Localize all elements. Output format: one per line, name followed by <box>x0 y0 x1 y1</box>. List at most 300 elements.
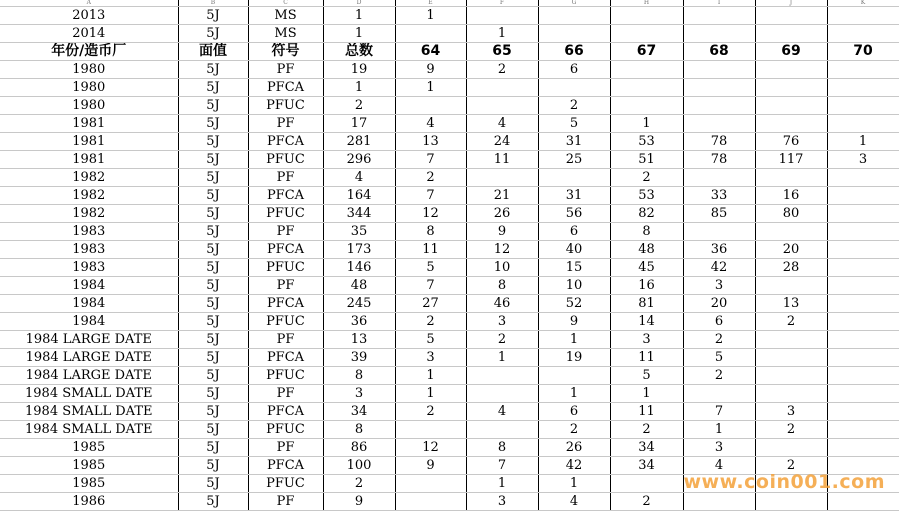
table-cell[interactable]: 5J <box>178 457 248 475</box>
table-cell[interactable]: 2 <box>755 457 827 475</box>
table-cell[interactable]: 13 <box>755 295 827 313</box>
table-cell[interactable]: 1984 SMALL DATE <box>0 403 178 421</box>
table-cell[interactable]: 34 <box>610 457 683 475</box>
table-cell[interactable]: 15 <box>538 259 610 277</box>
table-cell[interactable]: 1984 LARGE DATE <box>0 367 178 385</box>
table-cell[interactable]: 5 <box>683 349 755 367</box>
table-cell[interactable]: 1984 <box>0 295 178 313</box>
table-cell[interactable]: 1981 <box>0 133 178 151</box>
table-cell[interactable]: 8 <box>610 223 683 241</box>
table-cell[interactable] <box>538 169 610 187</box>
table-cell[interactable]: 9 <box>395 61 466 79</box>
table-cell[interactable]: 5J <box>178 205 248 223</box>
table-cell[interactable] <box>755 367 827 385</box>
table-cell[interactable]: 5J <box>178 151 248 169</box>
table-cell[interactable]: 5J <box>178 97 248 115</box>
table-cell[interactable]: 45 <box>610 259 683 277</box>
table-cell[interactable]: 8 <box>466 277 538 295</box>
table-cell[interactable]: 344 <box>323 205 395 223</box>
table-cell[interactable]: 36 <box>323 313 395 331</box>
table-cell[interactable] <box>827 7 899 25</box>
table-cell[interactable] <box>683 79 755 97</box>
table-cell[interactable]: 245 <box>323 295 395 313</box>
table-cell[interactable]: PF <box>248 493 323 511</box>
table-cell[interactable]: 31 <box>538 133 610 151</box>
table-cell[interactable]: 2 <box>683 367 755 385</box>
table-cell[interactable]: 5J <box>178 475 248 493</box>
table-cell[interactable]: 符号 <box>248 43 323 61</box>
table-cell[interactable]: 12 <box>395 439 466 457</box>
table-cell[interactable]: G <box>538 0 610 7</box>
table-cell[interactable]: 5J <box>178 133 248 151</box>
table-cell[interactable]: PFUC <box>248 97 323 115</box>
table-cell[interactable] <box>466 97 538 115</box>
table-cell[interactable]: PFCA <box>248 295 323 313</box>
table-cell[interactable]: 5J <box>178 421 248 439</box>
table-cell[interactable] <box>610 475 683 493</box>
table-cell[interactable] <box>827 97 899 115</box>
table-cell[interactable]: D <box>323 0 395 7</box>
table-cell[interactable]: 46 <box>466 295 538 313</box>
table-cell[interactable]: 1984 LARGE DATE <box>0 331 178 349</box>
table-cell[interactable]: 2 <box>683 331 755 349</box>
table-cell[interactable] <box>610 7 683 25</box>
table-cell[interactable]: PF <box>248 439 323 457</box>
table-cell[interactable] <box>610 25 683 43</box>
table-cell[interactable]: 1986 <box>0 493 178 511</box>
table-cell[interactable] <box>395 475 466 493</box>
table-cell[interactable]: 1 <box>610 115 683 133</box>
table-cell[interactable] <box>827 61 899 79</box>
table-cell[interactable]: 2 <box>323 97 395 115</box>
table-cell[interactable]: 1 <box>323 7 395 25</box>
table-cell[interactable]: 1 <box>827 133 899 151</box>
table-cell[interactable]: 2 <box>395 313 466 331</box>
table-cell[interactable] <box>827 187 899 205</box>
table-cell[interactable] <box>683 223 755 241</box>
table-cell[interactable]: 2 <box>395 169 466 187</box>
table-cell[interactable]: 3 <box>466 493 538 511</box>
table-cell[interactable]: 65 <box>466 43 538 61</box>
table-cell[interactable]: 51 <box>610 151 683 169</box>
table-cell[interactable]: 1984 SMALL DATE <box>0 385 178 403</box>
table-cell[interactable] <box>827 421 899 439</box>
table-cell[interactable]: 64 <box>395 43 466 61</box>
table-cell[interactable]: 总数 <box>323 43 395 61</box>
table-cell[interactable]: PFUC <box>248 367 323 385</box>
table-cell[interactable]: 100 <box>323 457 395 475</box>
table-cell[interactable]: 25 <box>538 151 610 169</box>
table-cell[interactable]: I <box>683 0 755 7</box>
table-cell[interactable] <box>538 79 610 97</box>
table-cell[interactable] <box>827 241 899 259</box>
table-cell[interactable] <box>683 115 755 133</box>
table-cell[interactable] <box>755 7 827 25</box>
table-cell[interactable] <box>827 385 899 403</box>
table-cell[interactable]: A <box>0 0 178 7</box>
table-cell[interactable] <box>755 97 827 115</box>
table-cell[interactable]: 9 <box>538 313 610 331</box>
table-cell[interactable]: 68 <box>683 43 755 61</box>
table-cell[interactable] <box>827 259 899 277</box>
table-cell[interactable] <box>538 7 610 25</box>
table-cell[interactable]: 1 <box>466 475 538 493</box>
table-cell[interactable]: 9 <box>323 493 395 511</box>
table-cell[interactable]: 5J <box>178 313 248 331</box>
table-cell[interactable]: 78 <box>683 151 755 169</box>
table-cell[interactable]: 5J <box>178 25 248 43</box>
table-cell[interactable]: 5 <box>395 331 466 349</box>
table-cell[interactable]: 4 <box>538 493 610 511</box>
table-cell[interactable]: 1984 <box>0 313 178 331</box>
table-cell[interactable] <box>395 97 466 115</box>
table-cell[interactable]: 5J <box>178 241 248 259</box>
table-cell[interactable]: 1980 <box>0 97 178 115</box>
table-cell[interactable]: 117 <box>755 151 827 169</box>
table-cell[interactable]: PFCA <box>248 403 323 421</box>
table-cell[interactable]: 80 <box>755 205 827 223</box>
table-cell[interactable]: 4 <box>395 115 466 133</box>
table-cell[interactable] <box>755 79 827 97</box>
table-cell[interactable]: 6 <box>538 403 610 421</box>
table-cell[interactable]: 1982 <box>0 205 178 223</box>
table-cell[interactable]: 19 <box>323 61 395 79</box>
table-cell[interactable]: 24 <box>466 133 538 151</box>
table-cell[interactable]: MS <box>248 7 323 25</box>
table-cell[interactable]: 85 <box>683 205 755 223</box>
table-cell[interactable]: 17 <box>323 115 395 133</box>
table-cell[interactable]: 281 <box>323 133 395 151</box>
table-cell[interactable]: C <box>248 0 323 7</box>
table-cell[interactable]: 27 <box>395 295 466 313</box>
table-cell[interactable]: PFCA <box>248 187 323 205</box>
table-cell[interactable]: 1 <box>395 385 466 403</box>
table-cell[interactable]: 48 <box>610 241 683 259</box>
table-cell[interactable]: 82 <box>610 205 683 223</box>
table-cell[interactable]: 8 <box>395 223 466 241</box>
table-cell[interactable]: 面值 <box>178 43 248 61</box>
table-cell[interactable]: 81 <box>610 295 683 313</box>
table-cell[interactable]: 7 <box>395 277 466 295</box>
table-cell[interactable]: PF <box>248 169 323 187</box>
table-cell[interactable] <box>466 169 538 187</box>
table-cell[interactable]: 12 <box>395 205 466 223</box>
table-cell[interactable]: PFUC <box>248 151 323 169</box>
table-cell[interactable]: 16 <box>755 187 827 205</box>
table-cell[interactable]: PFCA <box>248 349 323 367</box>
table-cell[interactable] <box>755 169 827 187</box>
table-cell[interactable] <box>538 367 610 385</box>
table-cell[interactable] <box>827 205 899 223</box>
table-cell[interactable]: 3 <box>827 151 899 169</box>
table-cell[interactable]: 1 <box>538 331 610 349</box>
table-cell[interactable]: 33 <box>683 187 755 205</box>
table-cell[interactable]: MS <box>248 25 323 43</box>
table-cell[interactable]: 年份/造币厂 <box>0 43 178 61</box>
table-cell[interactable]: 1 <box>538 385 610 403</box>
table-cell[interactable] <box>466 367 538 385</box>
table-cell[interactable]: 11 <box>466 151 538 169</box>
table-cell[interactable]: 5J <box>178 61 248 79</box>
table-cell[interactable]: K <box>827 0 899 7</box>
table-cell[interactable]: 1983 <box>0 241 178 259</box>
table-cell[interactable]: F <box>466 0 538 7</box>
table-cell[interactable]: 1985 <box>0 439 178 457</box>
table-cell[interactable]: PF <box>248 277 323 295</box>
table-cell[interactable]: PFCA <box>248 133 323 151</box>
table-cell[interactable]: 1 <box>323 79 395 97</box>
table-cell[interactable] <box>827 331 899 349</box>
table-cell[interactable]: 26 <box>466 205 538 223</box>
table-cell[interactable]: 2014 <box>0 25 178 43</box>
table-cell[interactable]: 8 <box>323 421 395 439</box>
table-cell[interactable]: 34 <box>323 403 395 421</box>
table-cell[interactable]: 39 <box>323 349 395 367</box>
table-cell[interactable]: 35 <box>323 223 395 241</box>
table-cell[interactable] <box>755 349 827 367</box>
table-cell[interactable]: 20 <box>683 295 755 313</box>
table-cell[interactable] <box>827 349 899 367</box>
table-cell[interactable] <box>610 97 683 115</box>
table-cell[interactable]: 4 <box>466 403 538 421</box>
table-cell[interactable] <box>610 61 683 79</box>
table-cell[interactable]: 19 <box>538 349 610 367</box>
table-cell[interactable]: 2013 <box>0 7 178 25</box>
table-cell[interactable]: 1983 <box>0 259 178 277</box>
table-cell[interactable]: 1982 <box>0 187 178 205</box>
table-cell[interactable]: 5J <box>178 79 248 97</box>
table-cell[interactable]: 3 <box>323 385 395 403</box>
table-cell[interactable]: 2 <box>323 475 395 493</box>
table-cell[interactable]: PFUC <box>248 259 323 277</box>
table-cell[interactable] <box>538 25 610 43</box>
table-cell[interactable]: 34 <box>610 439 683 457</box>
table-cell[interactable]: 4 <box>683 457 755 475</box>
table-cell[interactable]: PFUC <box>248 205 323 223</box>
table-cell[interactable]: 2 <box>755 421 827 439</box>
table-cell[interactable]: 42 <box>683 259 755 277</box>
table-cell[interactable]: 8 <box>466 439 538 457</box>
table-cell[interactable]: 146 <box>323 259 395 277</box>
table-cell[interactable]: E <box>395 0 466 7</box>
table-cell[interactable] <box>683 7 755 25</box>
table-cell[interactable]: 1 <box>538 475 610 493</box>
table-cell[interactable]: 13 <box>395 133 466 151</box>
table-cell[interactable]: 5J <box>178 295 248 313</box>
table-cell[interactable] <box>466 421 538 439</box>
table-cell[interactable] <box>683 25 755 43</box>
table-cell[interactable]: 5J <box>178 277 248 295</box>
table-cell[interactable]: PF <box>248 61 323 79</box>
table-cell[interactable] <box>683 493 755 511</box>
table-cell[interactable] <box>755 493 827 511</box>
table-cell[interactable]: 14 <box>610 313 683 331</box>
table-cell[interactable]: 2 <box>538 421 610 439</box>
table-cell[interactable]: 1 <box>323 25 395 43</box>
table-cell[interactable] <box>395 25 466 43</box>
table-cell[interactable]: 26 <box>538 439 610 457</box>
table-cell[interactable]: 1981 <box>0 115 178 133</box>
table-cell[interactable] <box>395 421 466 439</box>
table-cell[interactable]: 1 <box>395 367 466 385</box>
table-cell[interactable]: 3 <box>395 349 466 367</box>
table-cell[interactable]: 2 <box>755 313 827 331</box>
table-cell[interactable] <box>755 25 827 43</box>
table-cell[interactable]: 1 <box>395 79 466 97</box>
table-cell[interactable] <box>395 493 466 511</box>
table-cell[interactable]: 11 <box>395 241 466 259</box>
table-cell[interactable]: 7 <box>395 151 466 169</box>
table-cell[interactable]: 5J <box>178 331 248 349</box>
table-cell[interactable]: PF <box>248 331 323 349</box>
table-cell[interactable]: 20 <box>755 241 827 259</box>
table-cell[interactable] <box>466 79 538 97</box>
table-cell[interactable]: 7 <box>466 457 538 475</box>
table-cell[interactable]: PF <box>248 115 323 133</box>
table-cell[interactable]: 52 <box>538 295 610 313</box>
table-cell[interactable] <box>683 385 755 403</box>
table-cell[interactable] <box>827 79 899 97</box>
table-cell[interactable]: 5J <box>178 493 248 511</box>
table-cell[interactable]: H <box>610 0 683 7</box>
table-cell[interactable]: PFUC <box>248 421 323 439</box>
table-cell[interactable]: 6 <box>538 223 610 241</box>
table-cell[interactable]: 1 <box>610 385 683 403</box>
table-cell[interactable]: 2 <box>610 493 683 511</box>
table-cell[interactable]: 40 <box>538 241 610 259</box>
table-cell[interactable]: 70 <box>827 43 899 61</box>
table-cell[interactable]: 36 <box>683 241 755 259</box>
table-cell[interactable]: 5 <box>538 115 610 133</box>
table-cell[interactable] <box>610 79 683 97</box>
table-cell[interactable]: 28 <box>755 259 827 277</box>
table-cell[interactable]: 1984 SMALL DATE <box>0 421 178 439</box>
table-cell[interactable] <box>827 25 899 43</box>
table-cell[interactable] <box>683 97 755 115</box>
table-cell[interactable]: 1981 <box>0 151 178 169</box>
table-cell[interactable] <box>827 403 899 421</box>
table-cell[interactable]: 9 <box>395 457 466 475</box>
table-cell[interactable]: 7 <box>683 403 755 421</box>
table-cell[interactable] <box>755 223 827 241</box>
table-cell[interactable] <box>755 439 827 457</box>
table-cell[interactable]: 48 <box>323 277 395 295</box>
table-cell[interactable]: 8 <box>323 367 395 385</box>
table-cell[interactable] <box>683 61 755 79</box>
table-cell[interactable]: 1985 <box>0 475 178 493</box>
table-cell[interactable]: 31 <box>538 187 610 205</box>
table-cell[interactable] <box>827 169 899 187</box>
table-cell[interactable]: 16 <box>610 277 683 295</box>
table-cell[interactable]: 12 <box>466 241 538 259</box>
table-cell[interactable]: 5J <box>178 223 248 241</box>
table-cell[interactable]: 86 <box>323 439 395 457</box>
table-cell[interactable]: 1985 <box>0 457 178 475</box>
table-cell[interactable]: 5J <box>178 385 248 403</box>
table-cell[interactable]: 5J <box>178 187 248 205</box>
table-cell[interactable]: PFUC <box>248 475 323 493</box>
table-cell[interactable]: 11 <box>610 349 683 367</box>
table-cell[interactable]: 2 <box>466 61 538 79</box>
table-cell[interactable]: 5J <box>178 349 248 367</box>
table-cell[interactable]: 3 <box>683 439 755 457</box>
table-cell[interactable]: 3 <box>755 403 827 421</box>
table-cell[interactable]: 6 <box>538 61 610 79</box>
table-cell[interactable] <box>827 277 899 295</box>
table-cell[interactable]: 10 <box>538 277 610 295</box>
table-cell[interactable]: 5J <box>178 7 248 25</box>
table-cell[interactable]: 3 <box>683 277 755 295</box>
table-cell[interactable]: 2 <box>610 421 683 439</box>
table-cell[interactable] <box>827 367 899 385</box>
table-cell[interactable]: PFCA <box>248 79 323 97</box>
table-cell[interactable]: 1 <box>466 349 538 367</box>
table-cell[interactable]: 56 <box>538 205 610 223</box>
table-cell[interactable]: 4 <box>323 169 395 187</box>
table-cell[interactable]: 42 <box>538 457 610 475</box>
table-cell[interactable]: 5J <box>178 439 248 457</box>
table-cell[interactable]: 1982 <box>0 169 178 187</box>
table-cell[interactable] <box>827 493 899 511</box>
table-cell[interactable]: 2 <box>610 169 683 187</box>
table-cell[interactable]: PFUC <box>248 313 323 331</box>
table-cell[interactable]: 4 <box>466 115 538 133</box>
table-cell[interactable]: 5J <box>178 403 248 421</box>
table-cell[interactable]: 3 <box>466 313 538 331</box>
table-cell[interactable]: 2 <box>538 97 610 115</box>
table-cell[interactable]: 9 <box>466 223 538 241</box>
table-cell[interactable]: 164 <box>323 187 395 205</box>
table-cell[interactable]: 1983 <box>0 223 178 241</box>
table-cell[interactable] <box>827 313 899 331</box>
table-cell[interactable]: 66 <box>538 43 610 61</box>
table-cell[interactable]: 5 <box>610 367 683 385</box>
table-cell[interactable]: 6 <box>683 313 755 331</box>
table-cell[interactable]: 1 <box>395 7 466 25</box>
table-cell[interactable] <box>755 277 827 295</box>
table-cell[interactable]: 7 <box>395 187 466 205</box>
table-cell[interactable]: 5J <box>178 169 248 187</box>
table-cell[interactable] <box>755 385 827 403</box>
table-cell[interactable] <box>466 7 538 25</box>
table-cell[interactable]: 5J <box>178 259 248 277</box>
table-cell[interactable]: 5 <box>395 259 466 277</box>
table-cell[interactable] <box>755 115 827 133</box>
table-cell[interactable]: 76 <box>755 133 827 151</box>
table-cell[interactable]: 10 <box>466 259 538 277</box>
table-cell[interactable]: PFCA <box>248 241 323 259</box>
table-cell[interactable] <box>755 331 827 349</box>
table-cell[interactable]: PFCA <box>248 457 323 475</box>
table-cell[interactable] <box>466 385 538 403</box>
table-cell[interactable]: 3 <box>610 331 683 349</box>
table-cell[interactable]: 5J <box>178 367 248 385</box>
table-cell[interactable] <box>827 223 899 241</box>
table-cell[interactable]: J <box>755 0 827 7</box>
table-cell[interactable] <box>827 439 899 457</box>
table-cell[interactable]: PF <box>248 223 323 241</box>
table-cell[interactable]: 53 <box>610 133 683 151</box>
table-cell[interactable]: 1980 <box>0 61 178 79</box>
table-cell[interactable]: 296 <box>323 151 395 169</box>
table-cell[interactable] <box>827 295 899 313</box>
table-cell[interactable]: 69 <box>755 43 827 61</box>
table-cell[interactable]: 2 <box>395 403 466 421</box>
table-cell[interactable] <box>827 115 899 133</box>
table-cell[interactable]: 11 <box>610 403 683 421</box>
table-cell[interactable]: 21 <box>466 187 538 205</box>
table-cell[interactable]: PF <box>248 385 323 403</box>
